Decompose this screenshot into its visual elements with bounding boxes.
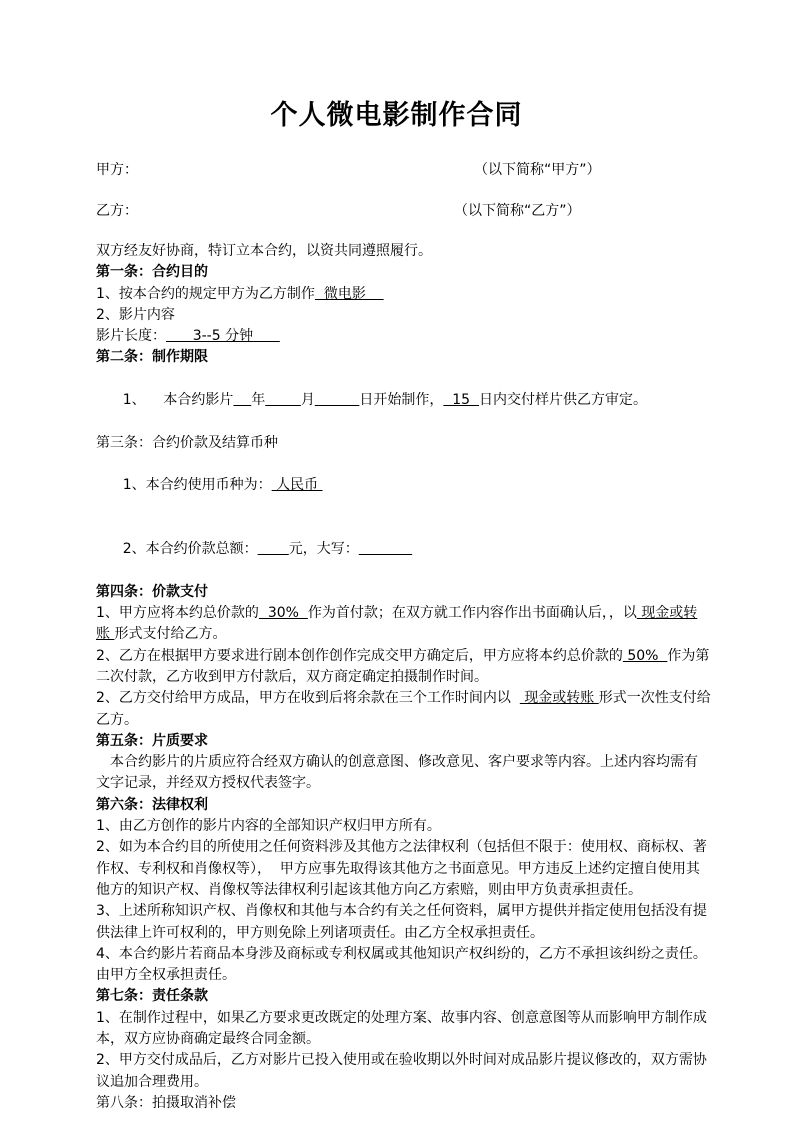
article-6-heading: 第六条：法律权利 — [96, 796, 208, 813]
article-7-heading: 第七条：责任条款 — [96, 988, 208, 1005]
currency-line — [96, 454, 711, 518]
article-1-item-2: 2、影片内容 — [96, 306, 175, 323]
contract-body — [96, 241, 711, 1114]
article-7-item-2: 2、甲方交付成品后，乙方对影片已投入使用或在验收期以外时间对成品影片提议修改的，双方需协议追加合理费用。 — [96, 1052, 707, 1090]
film-length-line — [96, 326, 711, 347]
party-b-line — [96, 200, 711, 222]
party-b-note: （以下简称“乙方”） — [454, 203, 581, 219]
article-2-item-1 — [96, 369, 711, 433]
total-price-blank — [258, 541, 289, 557]
article-2-text-month: 月 — [300, 392, 315, 409]
article-4-p1-b: 作为首付款；在双方就工作内容作出书面确认后，，以 — [307, 605, 637, 622]
currency-value: 人民币 — [271, 477, 323, 494]
article-1-heading: 第一条：合约目的 — [96, 264, 208, 281]
party-a-note: （以下简称“甲方”） — [474, 162, 601, 178]
article-6-item-2: 2、如为本合约目的所使用之任何资料涉及其他方之法律权利（包括但不限于：使用权、商标权、著作权、专利权和肖像权等）， 甲方应事先取得该其他方之书面意见。甲方违反上述约定擅自使用其他方的知识产权、肖像权等法律权利引起该其他方向乙方索赔，则由甲方负责承担责任。 — [96, 839, 707, 898]
article-7-item-1: 1、在制作过程中，如果乙方要求更改既定的处理方案、故事内容、创意意图等从而影响甲方制作成本，双方应协商确定最终合同金额。 — [96, 1009, 707, 1047]
article-4-p1-a: 1、甲方应将本约总价款的 — [96, 605, 259, 622]
article-4-item-1 — [96, 603, 711, 646]
final-payment-method: 现金或转账 — [519, 690, 599, 707]
start-blank-2 — [265, 392, 301, 408]
total-price-label: 2、本合约价款总额： — [122, 541, 258, 558]
article-4-item-3 — [96, 688, 711, 731]
article-1-item-1 — [96, 284, 711, 305]
film-length-label: 影片长度： — [96, 328, 166, 345]
intro-paragraph: 双方经友好协商，特订立本合约，以资共同遵照履行。 — [96, 243, 432, 259]
total-price-words-blank — [359, 541, 412, 557]
article-2-text-e: 日内交付样片供乙方审定。 — [478, 392, 647, 409]
party-b-label: 乙方： — [96, 203, 138, 219]
article-8-heading: 第八条：拍摄取消补偿 — [96, 1094, 236, 1111]
first-payment-percent: 30% — [258, 605, 308, 622]
production-type-value: 微电影 — [314, 285, 384, 302]
film-length-value: 3--5 分钟 — [166, 328, 280, 345]
start-blank-1 — [233, 392, 251, 408]
article-1-item-1-text: 1、按本合约的规定甲方为乙方制作 — [96, 285, 315, 302]
party-a-line — [96, 159, 711, 181]
article-2-text-year: 年 — [251, 392, 266, 409]
start-blank-3 — [315, 392, 360, 408]
second-payment-percent: 50% — [622, 647, 668, 664]
first-payment-method: 现金或转账 — [96, 605, 698, 643]
article-2-text-d: 日开始制作， — [359, 392, 444, 409]
total-price-mid: 元，大写： — [288, 541, 359, 558]
article-6-item-3: 3、上述所称知识产权、肖像权和其他与本合约有关之任何资料，属甲方提供并指定使用包括没有提供法律上许可权利的，甲方则免除上列诸项责任。由乙方全权承担责任。 — [96, 903, 707, 941]
article-4-p3-a: 2、乙方交付给甲方成品，甲方在收到后将余款在三个工作时间内以 — [96, 690, 520, 707]
currency-label: 1、本合约使用币种为： — [122, 477, 272, 494]
document-title: 个人微电影制作合同 — [270, 100, 523, 131]
article-2-text-a: 1、 本合约影片 — [122, 392, 234, 409]
article-6-item-1: 1、由乙方创作的影片内容的全部知识产权归甲方所有。 — [96, 818, 441, 835]
delivery-days-value: 15 — [443, 392, 479, 409]
article-3-heading: 第三条：合约价款及结算币种 — [96, 434, 278, 451]
article-6-item-4: 4、本合约影片若商品本身涉及商标或专利权属或其他知识产权纠纷的，乙方不承担该纠纷之责任。由甲方全权承担责任。 — [96, 945, 707, 984]
total-price-line — [96, 518, 711, 582]
article-4-p3-b: 形式一次性支付给乙方。 — [96, 690, 711, 728]
article-4-item-2 — [96, 646, 711, 689]
article-5-paragraph: 本合约影片的片质应符合经双方确认的创意意图、修改意见、客户要求等内容。上述内容均需有文字记录，并经双方授权代表签字。 — [96, 754, 698, 792]
article-2-heading: 第二条：制作期限 — [96, 349, 208, 366]
article-4-p2-a: 2、乙方在根据甲方要求进行剧本创作创作完成交甲方确定后，甲方应将本约总价款的 — [96, 647, 623, 664]
article-4-p1-c: 形式支付给乙方。 — [114, 626, 227, 643]
article-4-heading: 第四条：价款支付 — [96, 583, 208, 600]
party-a-label: 甲方： — [96, 162, 138, 178]
article-4-p2-b: 作为第二次付款，乙方收到甲方付款后，双方商定确定拍摄制作时间。 — [96, 647, 710, 685]
article-5-heading: 第五条：片质要求 — [96, 732, 208, 749]
